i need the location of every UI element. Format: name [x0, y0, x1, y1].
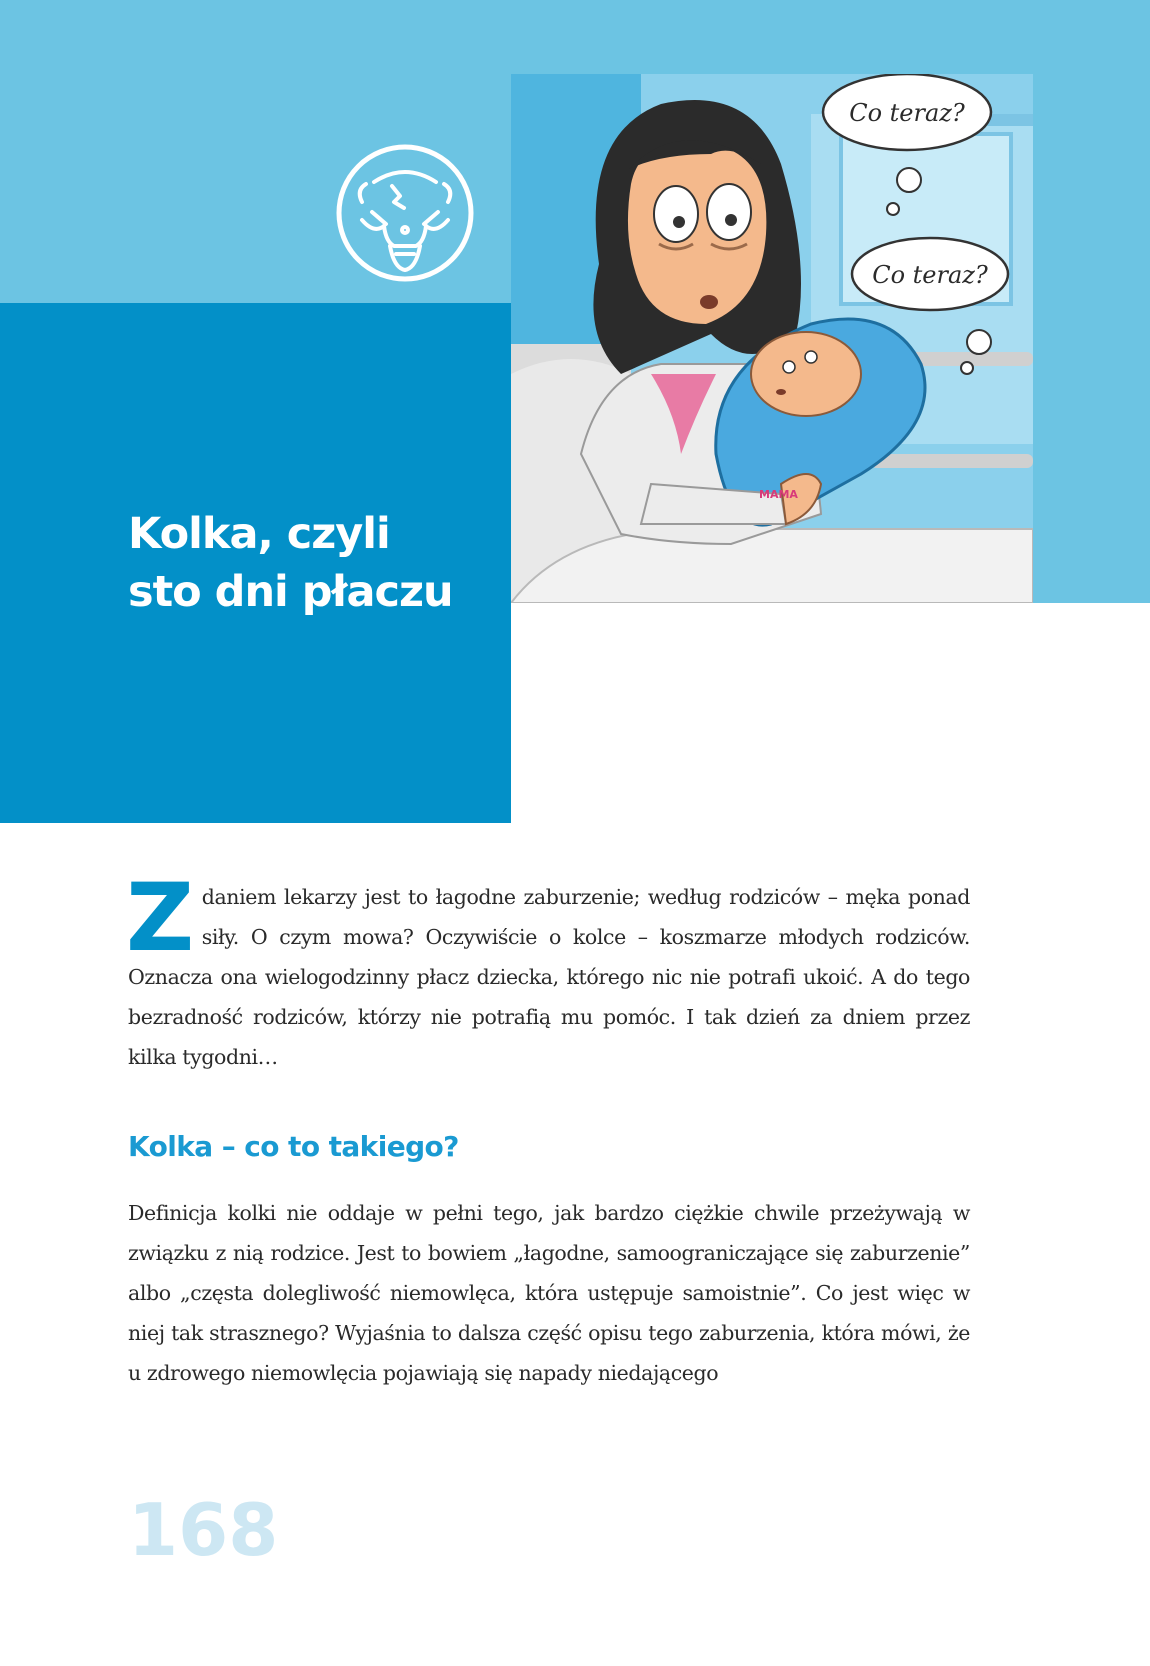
section-heading: Kolka – co to takiego?	[128, 1130, 459, 1163]
thought-bubble-1-text: Co teraz?	[849, 99, 965, 127]
thought-bubble-2-text: Co teraz?	[872, 261, 988, 289]
chapter-title-line1: Kolka, czyli	[128, 509, 390, 559]
intro-paragraph	[126, 864, 970, 1077]
chapter-title	[128, 505, 498, 621]
baby-icon	[334, 142, 476, 284]
mother-baby-illustration	[511, 74, 1033, 603]
chapter-title-line2: sto dni płaczu	[128, 567, 453, 617]
drop-cap: Z	[126, 864, 194, 973]
section-paragraph: Definicja kolki nie oddaje w pełni tego, jak bardzo ciężkie chwile przeżywają w związku z nią rodzice. Jest to bowiem „łagodne, samoograniczające się zaburzenie” albo „częsta dolegliwość niemowlęca, która ustępuje samoistnie”. Co jest więc w niej tak strasznego? Wyjaśnia to dalsza część opisu tego zaburzenia, która mówi, że u zdrowego niemowlęcia pojawiają się napady niedającego	[128, 1201, 970, 1385]
mama-logo-text: MAMA	[759, 488, 798, 501]
page-number: 168	[128, 1488, 279, 1572]
intro-text: daniem lekarzy jest to łagodne zaburzenie; według rodziców – męka ponad siły. O czym mowa? Oczywiście o kolce – koszmarze młodych rodziców. Oznacza ona wielogodzinny płacz dziecka, którego nic nie potrafi ukoić. A do tego bezradność rodziców, którzy nie potrafią mu pomóc. I tak dzień za dniem przez kilka tygodni…	[128, 885, 970, 1069]
